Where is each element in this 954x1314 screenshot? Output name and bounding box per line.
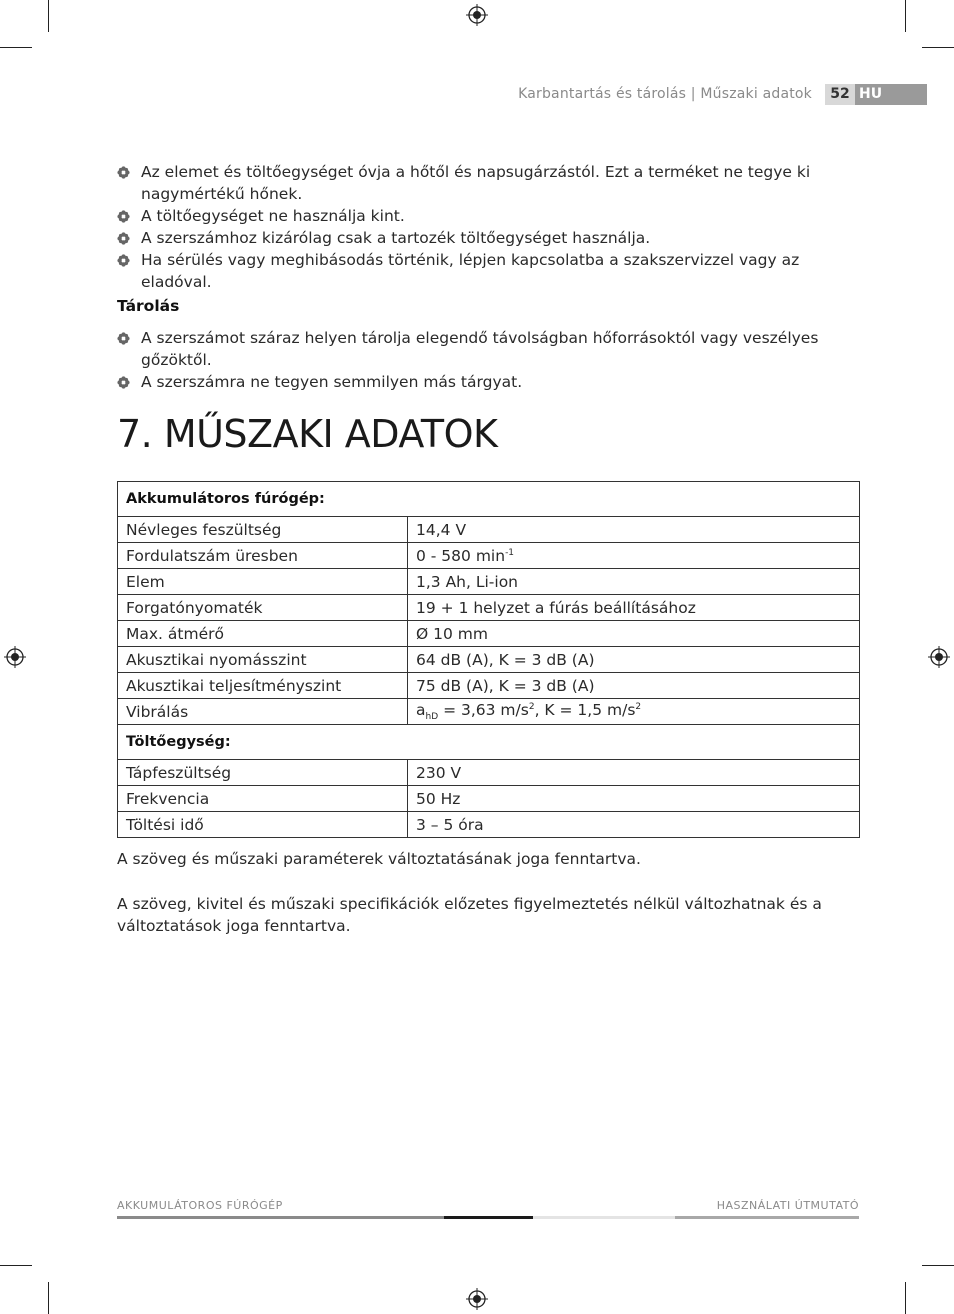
spec-value: 0 - 580 min	[416, 546, 506, 565]
registration-mark-icon	[466, 4, 488, 26]
spec-value: 50 Hz	[408, 786, 860, 812]
table-section-title: Akkumulátoros fúrógép:	[118, 482, 860, 517]
spec-label: Elem	[118, 569, 408, 595]
spec-value: 230 V	[408, 760, 860, 786]
spec-label: Frekvencia	[118, 786, 408, 812]
vibration-symbol: a	[416, 700, 426, 719]
spec-label: Töltési idő	[118, 812, 408, 838]
running-header: Karbantartás és tárolás | Műszaki adatok	[518, 86, 812, 102]
spec-label: Akusztikai nyomásszint	[118, 647, 408, 673]
crop-mark	[48, 0, 49, 32]
spec-value: 3 – 5 óra	[408, 812, 860, 838]
crop-mark	[0, 47, 32, 48]
safety-bullet-list	[117, 161, 862, 293]
spec-superscript: -1	[505, 547, 515, 558]
spec-value: 14,4 V	[408, 517, 860, 543]
crop-mark	[905, 1282, 906, 1314]
table-row	[118, 760, 860, 786]
flower-bullet-icon	[117, 332, 130, 345]
bullet-text: Az elemet és töltőegységet óvja a hőtől és napsugárzástól. Ezt a terméket ne tegye ki nagymértékű hőnek.	[141, 163, 811, 203]
spec-value: Ø 10 mm	[408, 621, 860, 647]
table-row	[118, 569, 860, 595]
table-section-row	[118, 482, 860, 517]
vibration-tolerance: , K = 1,5 m/s	[534, 700, 636, 719]
spec-label: Névleges feszültség	[118, 517, 408, 543]
bullet-text: A szerszámot száraz helyen tárolja elegendő távolságban hőforrásoktól vagy veszélyes gőzöktől.	[141, 329, 819, 369]
table-row	[118, 673, 860, 699]
spec-value: 1,3 Ah, Li-ion	[408, 569, 860, 595]
table-section-title: Töltőegység:	[118, 725, 860, 760]
spec-value: 19 + 1 helyzet a fúrás beállításához	[408, 595, 860, 621]
spec-label: Fordulatszám üresben	[118, 543, 408, 569]
crop-mark	[922, 47, 954, 48]
vibration-sup: 2	[528, 701, 535, 712]
list-item	[117, 327, 862, 371]
table-row	[118, 595, 860, 621]
list-item	[117, 161, 862, 205]
bullet-text: Ha sérülés vagy meghibásodás történik, lépjen kapcsolatba a szakszervizzel vagy az eladóval.	[141, 251, 800, 291]
spec-label: Akusztikai teljesítményszint	[118, 673, 408, 699]
crop-mark	[922, 1265, 954, 1266]
list-item	[117, 371, 862, 393]
flower-bullet-icon	[117, 376, 130, 389]
crop-mark	[905, 0, 906, 32]
table-row	[118, 812, 860, 838]
spec-label: Vibrálás	[118, 699, 408, 725]
spec-label: Max. átmérő	[118, 621, 408, 647]
table-row	[118, 543, 860, 569]
registration-mark-icon	[466, 1288, 488, 1310]
footer-bar	[675, 1216, 859, 1219]
crop-mark	[0, 1265, 32, 1266]
page-badge	[825, 84, 927, 105]
table-section-row	[118, 725, 860, 760]
disclaimer-note: A szöveg, kivitel és műszaki specifikációk előzetes figyelmeztetés nélkül változhatnak és a változtatások joga fenntartva.	[117, 895, 822, 935]
table-row	[118, 786, 860, 812]
registration-mark-icon	[928, 646, 950, 668]
bullet-text: A töltőegységet ne használja kint.	[141, 207, 405, 225]
vibration-sup: 2	[635, 701, 642, 712]
flower-bullet-icon	[117, 210, 130, 223]
flower-bullet-icon	[117, 166, 130, 179]
spec-value: 75 dB (A), K = 3 dB (A)	[408, 673, 860, 699]
crop-mark	[48, 1282, 49, 1314]
language-code: HU	[855, 84, 927, 105]
footer-manual: HASZNÁLATI ÚTMUTATÓ	[716, 1199, 859, 1212]
table-row	[118, 621, 860, 647]
flower-bullet-icon	[117, 232, 130, 245]
section-title: 7. MŰSZAKI ADATOK	[117, 412, 498, 456]
disclaimer-note: A szöveg és műszaki paraméterek változtatásának joga fenntartva.	[117, 850, 641, 868]
page-number: 52	[825, 84, 855, 105]
flower-bullet-icon	[117, 254, 130, 267]
spec-label: Forgatónyomaték	[118, 595, 408, 621]
registration-mark-icon	[4, 646, 26, 668]
vibration-value: = 3,63 m/s	[438, 700, 529, 719]
list-item	[117, 205, 862, 227]
footer-bar	[444, 1216, 533, 1219]
footer-product: AKKUMULÁTOROS FÚRÓGÉP	[117, 1199, 283, 1212]
footer-bar	[117, 1216, 444, 1219]
spec-value: 64 dB (A), K = 3 dB (A)	[408, 647, 860, 673]
spec-value-cell	[408, 543, 860, 569]
footer-bar	[533, 1216, 675, 1219]
table-row	[118, 647, 860, 673]
vibration-subscript: hD	[425, 712, 439, 723]
storage-bullet-list	[117, 327, 862, 393]
list-item	[117, 249, 862, 293]
spec-label: Tápfeszültség	[118, 760, 408, 786]
list-item	[117, 227, 862, 249]
storage-heading: Tárolás	[117, 297, 180, 315]
spec-value-cell	[408, 699, 860, 725]
table-row	[118, 517, 860, 543]
specifications-table	[117, 481, 860, 838]
bullet-text: A szerszámra ne tegyen semmilyen más tárgyat.	[141, 373, 523, 391]
bullet-text: A szerszámhoz kizárólag csak a tartozék töltőegységet használja.	[141, 229, 651, 247]
table-row	[118, 699, 860, 725]
